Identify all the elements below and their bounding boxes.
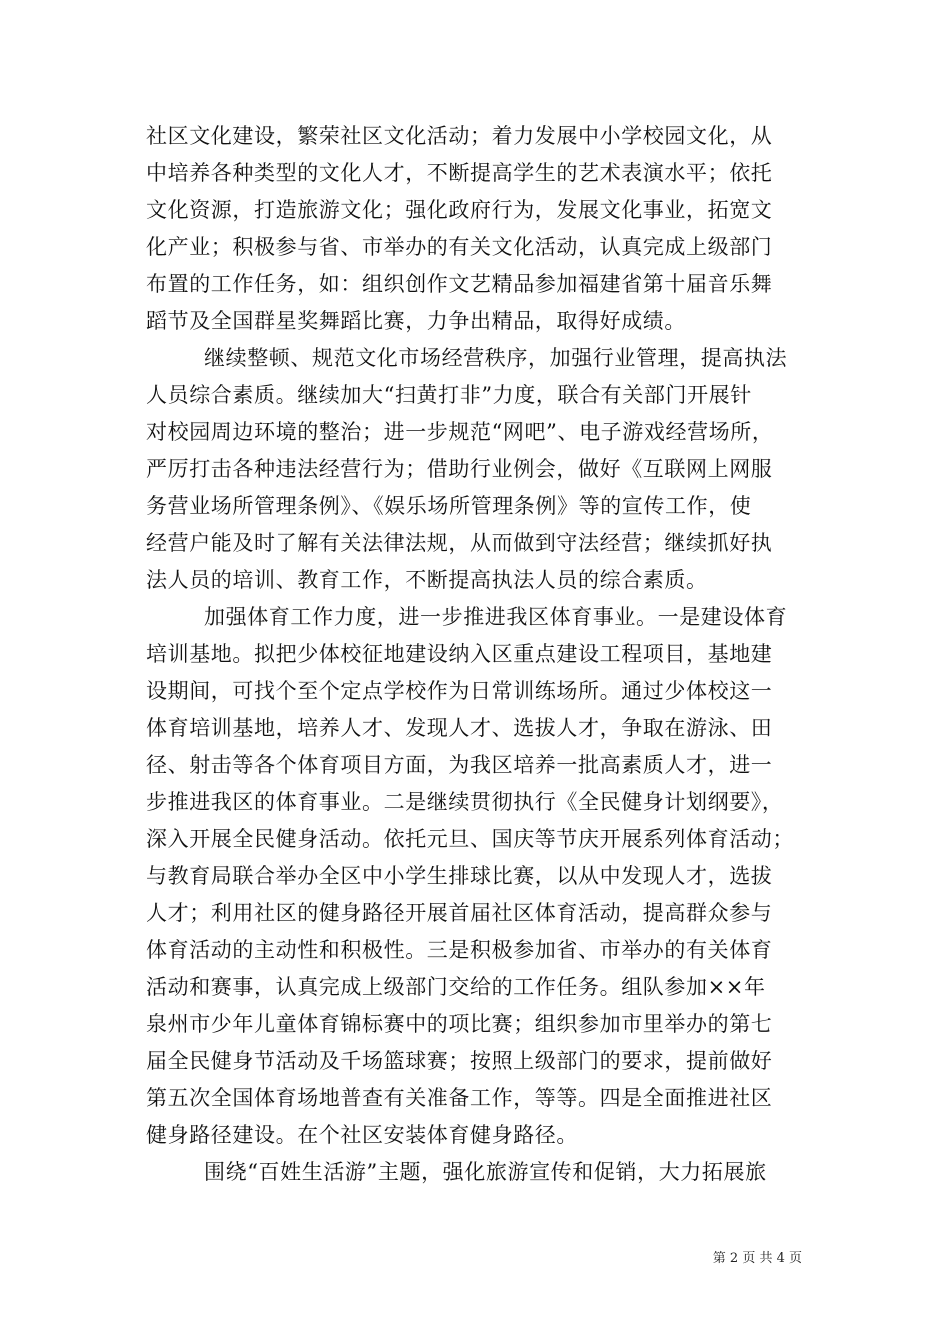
text-line: 与教育局联合举办全区中小学生排球比赛，以从中发现人才，选拔 (146, 864, 773, 888)
paragraph (146, 118, 808, 340)
text-line: 对校园周边环境的整治；进一步规范“网吧”、电子游戏经营场所， (146, 420, 774, 444)
text-line: 法人员的培训、教育工作，不断提高执法人员的综合素质。 (146, 568, 708, 592)
text-line: 文化资源，打造旅游文化；强化政府行为，发展文化事业，拓宽文 (146, 198, 773, 222)
text-line: 严厉打击各种违法经营行为；借助行业例会，做好《互联网上网服 (146, 457, 773, 481)
paragraph (146, 340, 808, 599)
text-line: 体育培训基地，培养人才、发现人才、选拔人才，争取在游泳、田 (146, 716, 773, 740)
document-body (146, 118, 808, 1191)
paragraph (146, 1154, 808, 1191)
page-number-footer: 第 2 页 共 4 页 (712, 1251, 802, 1266)
text-line: 活动和赛事，认真完成上级部门交给的工作任务。组队参加××年 (146, 975, 766, 999)
text-line: 体育活动的主动性和积极性。三是积极参加省、市举办的有关体育 (146, 938, 773, 962)
text-line: 务营业场所管理条例》、《娱乐场所管理条例》等的宣传工作，使 (146, 494, 752, 518)
text-line: 培训基地。拟把少体校征地建设纳入区重点建设工程项目，基地建 (146, 642, 773, 666)
text-line: 化产业；积极参与省、市举办的有关文化活动，认真完成上级部门 (146, 235, 773, 259)
text-line: 人才；利用社区的健身路径开展首届社区体育活动，提高群众参与 (146, 901, 773, 925)
text-line: 布置的工作任务，如：组织创作文艺精品参加福建省第十届音乐舞 (146, 272, 773, 296)
text-line: 届全民健身节活动及千场篮球赛；按照上级部门的要求，提前做好 (146, 1049, 773, 1073)
text-line: 步推进我区的体育事业。二是继续贯彻执行《全民健身计划纲要》， (146, 790, 784, 814)
text-line: 径、射击等各个体育项目方面，为我区培养一批高素质人才，进一 (146, 753, 773, 777)
text-line: 健身路径建设。在个社区安装体育健身路径。 (146, 1123, 578, 1147)
paragraph (146, 599, 808, 1154)
text-line: 泉州市少年儿童体育锦标赛中的项比赛；组织参加市里举办的第七 (146, 1012, 773, 1036)
text-line: 第五次全国体育场地普查有关准备工作，等等。四是全面推进社区 (146, 1086, 773, 1110)
text-line: 围绕“百姓生活游”主题，强化旅游宣传和促销，大力拓展旅 (204, 1160, 767, 1184)
text-line: 设期间，可找个至个定点学校作为日常训练场所。通过少体校这一 (146, 679, 773, 703)
text-line: 社区文化建设，繁荣社区文化活动；着力发展中小学校园文化，从 (146, 124, 773, 148)
text-line: 中培养各种类型的文化人才，不断提高学生的艺术表演水平；依托 (146, 161, 773, 185)
text-line: 人员综合素质。继续加大“扫黄打非”力度，联合有关部门开展针 (146, 383, 752, 407)
text-line: 加强体育工作力度，进一步推进我区体育事业。一是建设体育 (204, 605, 788, 629)
text-line: 继续整顿、规范文化市场经营秩序，加强行业管理，提高执法 (204, 346, 788, 370)
text-line: 蹈节及全国群星奖舞蹈比赛，力争出精品，取得好成绩。 (146, 309, 686, 333)
text-line: 深入开展全民健身活动。依托元旦、国庆等节庆开展系列体育活动； (146, 827, 794, 851)
text-line: 经营户能及时了解有关法律法规，从而做到守法经营；继续抓好执 (146, 531, 773, 555)
